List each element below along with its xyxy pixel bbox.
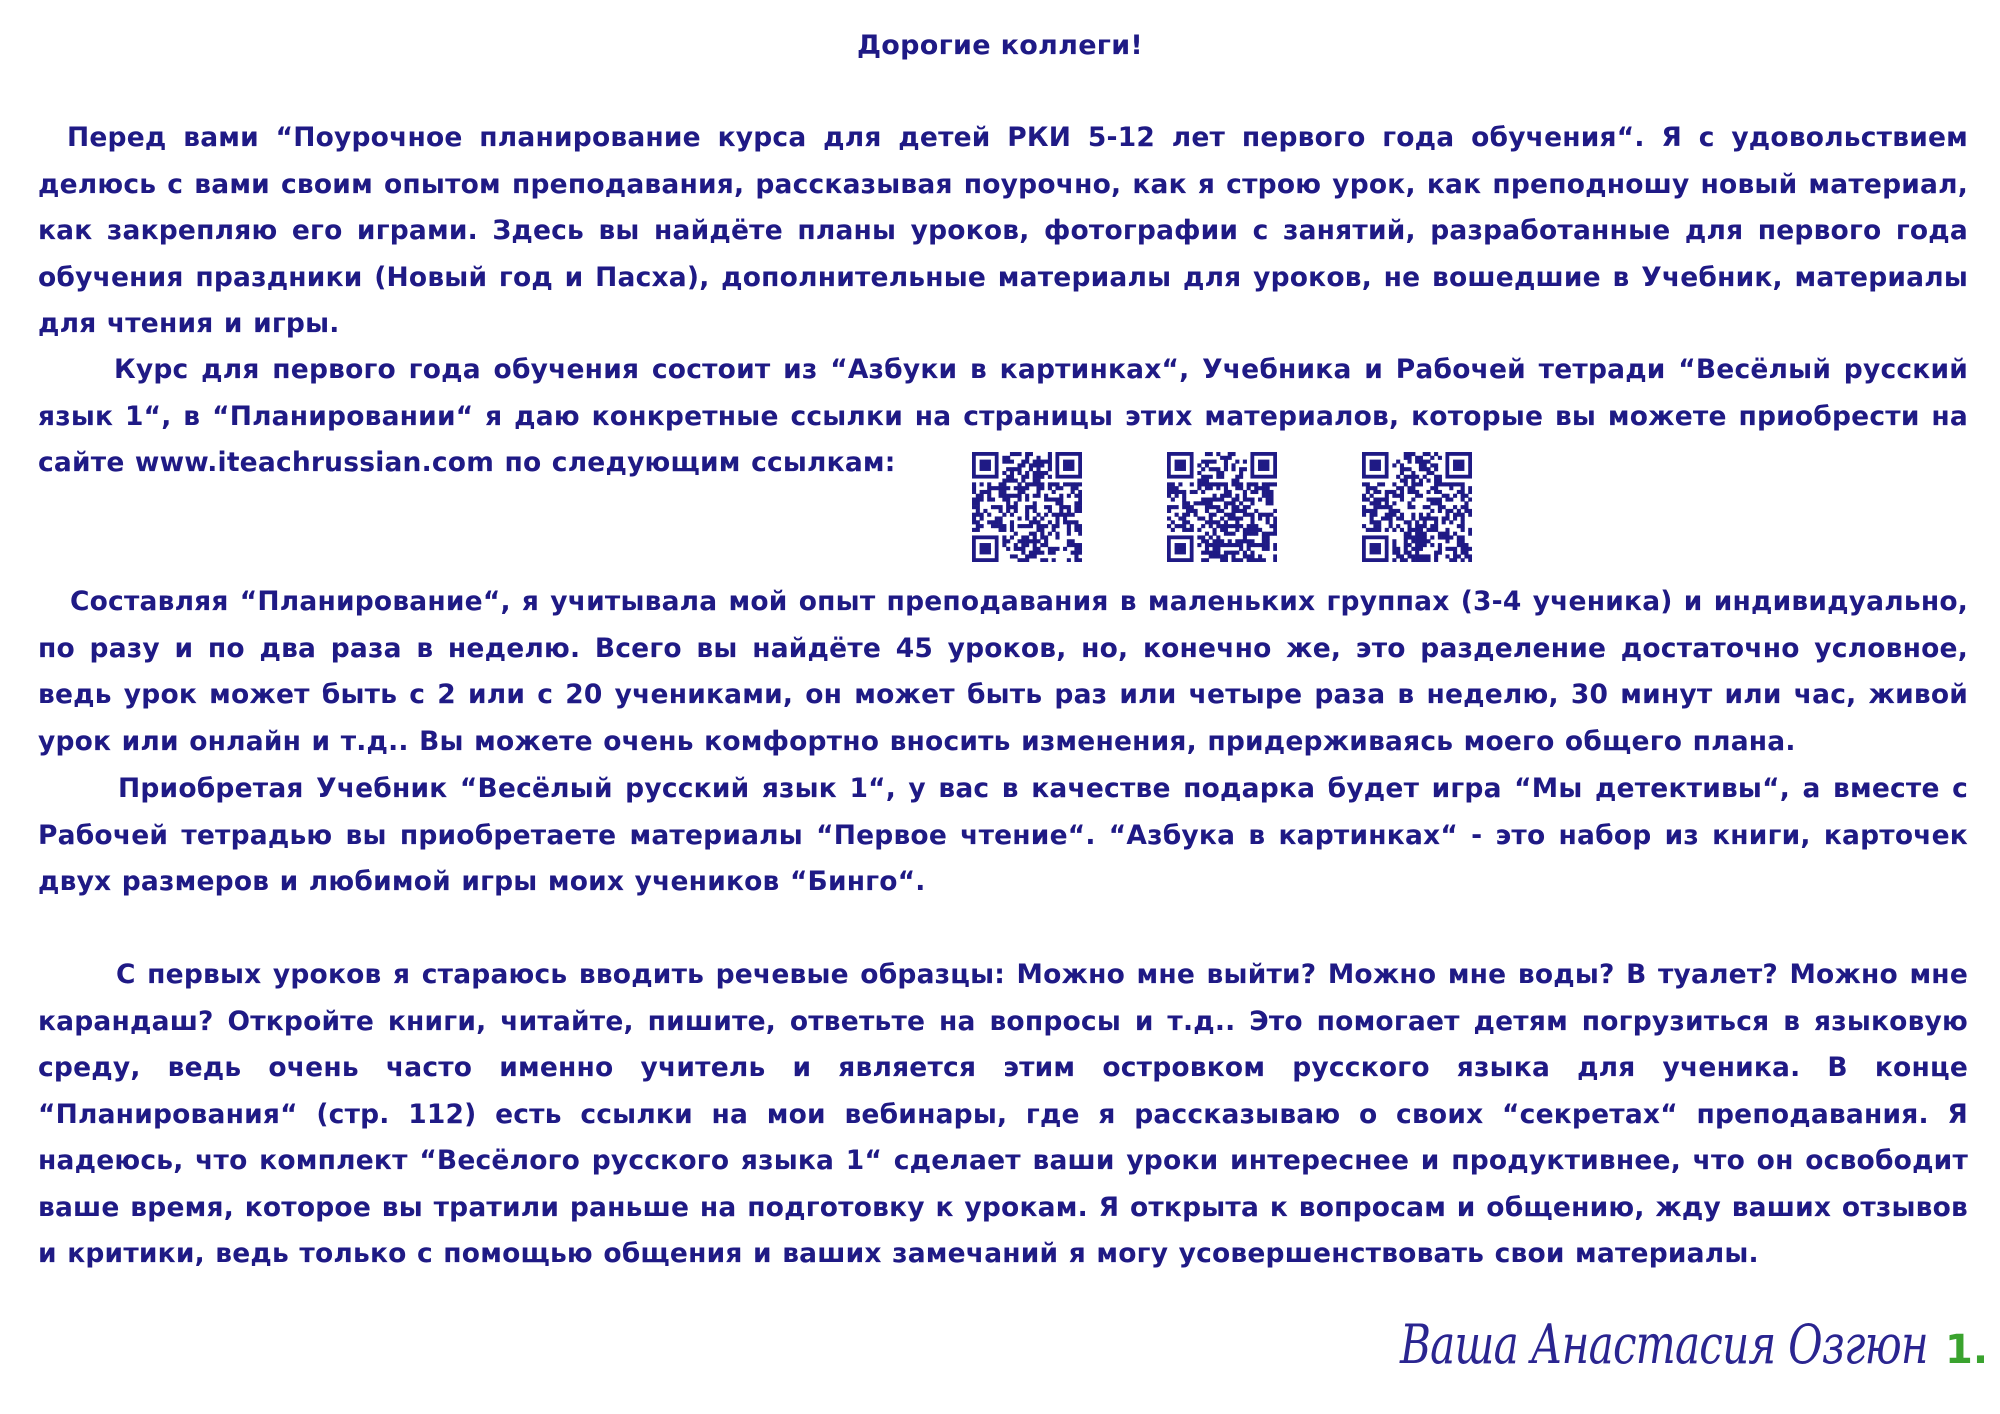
page-number: 1.: [1945, 1327, 1989, 1373]
page-title: Дорогие коллеги!: [856, 30, 1144, 61]
qr-code-azbuka[interactable]: [972, 452, 1082, 562]
paragraph-speech-patterns: С первых уроков я стараюсь вводить речевые образцы: Можно мне выйти? Можно мне воды? В туалет? Можно мне карандаш? Откройте книги, читайте, пишите, ответьте на вопросы и т.д.. Это помогает детям погрузиться в языковую среду, ведь очень часто именно учитель и является этим островком русского языка для ученика. В конце “Планирования“ (стр. 112) есть ссылки на мои вебинары, где я рассказываю о своих “секретах“ преподавания. Я надеюсь, что комплект “Весёлого русского языка 1“ сделает ваши уроки интереснее и продуктивнее, что он освободит ваше время, которое вы тратили раньше на подготовку к урокам. Я открыта к вопросам и общению, жду ваших отзывов и критики, ведь только с помощью общения и ваших замечаний я могу усовершенствовать свои материалы.: [38, 959, 1968, 1269]
paragraph-intro: Перед вами “Поурочное планирование курса для детей РКИ 5-12 лет первого года обучения“. Я с удовольствием делюсь с вами своим опытом преподавания, рассказывая поурочно, как я строю урок, как преподношу новый материал, как закрепляю его играми. Здесь вы найдёте планы уроков, фотографии с занятий, разработанные для первого года обучения праздники (Новый год и Пасха), дополнительные материалы для уроков, не вошедшие в Учебник, материалы для чтения и игры.: [38, 122, 1968, 339]
paragraph-gifts: Приобретая Учебник “Весёлый русский язык 1“, у вас в качестве подарка будет игра “Мы детективы“, а вместе с Рабочей тетрадью вы приобретаете материалы “Первое чтение“. “Азбука в картинках“ - это набор из книги, карточек двух размеров и любимой игры моих учеников “Бинго“.: [38, 773, 1968, 897]
qr-code-tetrad[interactable]: [1362, 452, 1472, 562]
paragraph-planning: Составляя “Планирование“, я учитывала мой опыт преподавания в маленьких группах (3-4 ученика) и индивидуально, по разу и по два раза в неделю. Всего вы найдёте 45 уроков, но, конечно же, это разделение достаточно условное, ведь урок может быть с 2 или с 20 учениками, он может быть раз или четыре раза в неделю, 30 минут или час, живой урок или онлайн и т.д.. Вы можете очень комфортно вносить изменения, придерживаясь моего общего плана.: [38, 586, 1968, 757]
paragraph-course: Курс для первого года обучения состоит из “Азбуки в картинках“, Учебника и Рабочей тетради “Весёлый русский язык 1“, в “Планировании“ я даю конкретные ссылки на страницы этих материалов, которые вы можете приобрести на сайте www.iteachrussian.com по следующим ссылкам:: [38, 354, 1968, 478]
author-signature: Ваша Анастасия Озгюн: [1400, 1313, 1928, 1376]
qr-code-uchebnik[interactable]: [1167, 452, 1277, 562]
qr-code-icon: [1362, 452, 1472, 562]
qr-code-icon: [1167, 452, 1277, 562]
qr-code-icon: [972, 452, 1082, 562]
